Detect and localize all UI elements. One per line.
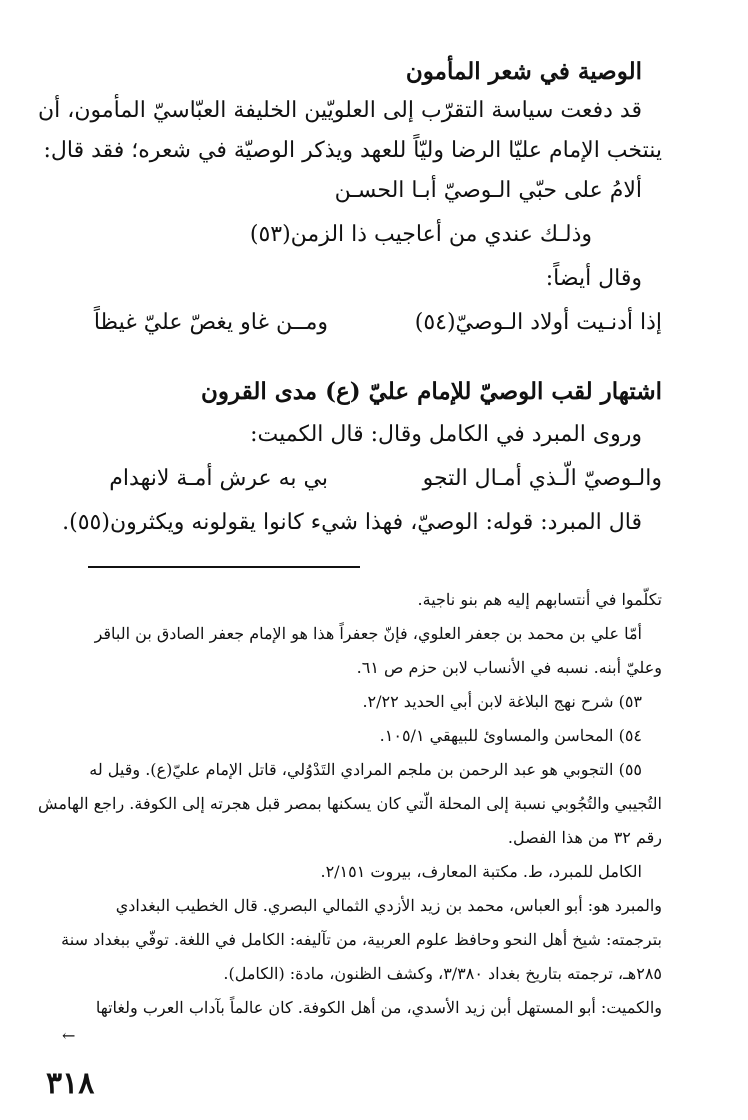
footnote-line: التُجيبي والتُجُوبي نسبة إلى المحلة الّتي كان يسكنها بمصر قبل هجرته إلى الكوفة. راجع الهامش xyxy=(38,794,662,813)
paragraph-line: قد دفعت سياسة التقرّب إلى العلويّين الخليفة العبّاسيّ المأمون، أن xyxy=(37,98,642,123)
footnote-line: وعليّ أبنه. نسبه في الأنساب لابن حزم ص ٦١. xyxy=(356,658,662,677)
poem-hemistich-left: بي به عرش أمـة لانهدام xyxy=(109,466,328,491)
paragraph-line: وروى المبرد في الكامل وقال: قال الكميت: xyxy=(250,422,642,447)
footnote-line: تكلّموا في أنتسابهم إليه هم بنو ناجية. xyxy=(417,590,662,609)
footnote-line: والمبرد هو: أبو العباس، محمد بن زيد الأزدي الثمالي البصري. قال الخطيب البغدادي xyxy=(115,896,662,915)
footnote-line: أمّا علي بن محمد بن جعفر العلوي، فإنّ جعفراً هذا هو الإمام جعفر الصادق بن الباقر xyxy=(94,624,642,643)
footnote-line: والكميت: أبو المستهل أبن زيد الأسدي، من أهل الكوفة. كان عالماً بآداب العرب ولغاتها xyxy=(95,998,662,1017)
paragraph-line: وقال أيضاً: xyxy=(545,266,642,291)
paragraph-line: ينتخب الإمام عليّا الرضا وليّاً للعهد ويذكر الوصيّة في شعره؛ فقد قال: xyxy=(43,138,662,163)
footnote-separator xyxy=(88,566,360,568)
footnote-53: ٥٣) شرح نهج البلاغة لابن أبي الحديد ٢/٢٢. xyxy=(362,692,642,711)
poem-line: وذلـك عندي من أعاجيب ذا الزمن(٥٣) xyxy=(249,222,592,247)
page-number: ٣١٨ xyxy=(46,1066,95,1101)
footnote-line: رقم ٣٢ من هذا الفصل. xyxy=(507,828,662,847)
continuation-arrow-icon: ← xyxy=(62,1026,76,1045)
footnote-line: الكامل للمبرد، ط. مكتبة المعارف، بيروت ٢/١٥١. xyxy=(320,862,642,881)
poem-hemistich-right: إذا أدنـيت أولاد الـوصيّ(٥٤) xyxy=(414,310,662,335)
poem-hemistich-left: ومــن غاو يغصّ عليّ غيظاً xyxy=(93,310,328,335)
footnote-55: ٥٥) التجوبي هو عبد الرحمن بن ملجم المرادي التَدْوُلي، قاتل الإمام عليّ(ع). وقيل له xyxy=(89,760,642,779)
footnote-line: ٢٨٥هـ، ترجمته بتاريخ بغداد ٣/٣٨٠، وكشف الظنون، مادة: (الكامل). xyxy=(223,964,662,983)
footnote-54: ٥٤) المحاسن والمساوئ للبيهقي ١٠٥/١. xyxy=(379,726,642,745)
poem-line: ألامُ على حبّي الـوصيّ أبـا الحسـن xyxy=(334,178,642,203)
section-heading-wasiyya-mamun: الوصية في شعر المأمون xyxy=(405,58,642,85)
section-heading-wasi-title: اشتهار لقب الوصيّ للإمام عليّ (ع) مدى القرون xyxy=(201,378,662,405)
footnote-line: بترجمته: شيخ أهل النحو وحافظ علوم العربية، من تآليفه: الكامل في اللغة. توفّي ببغداد سنة xyxy=(61,930,662,949)
poem-hemistich-right: والـوصيّ الّـذي أمـال التجو xyxy=(422,466,662,491)
paragraph-line: قال المبرد: قوله: الوصيّ، فهذا شيء كانوا يقولونه ويكثرون(٥٥). xyxy=(62,510,642,535)
